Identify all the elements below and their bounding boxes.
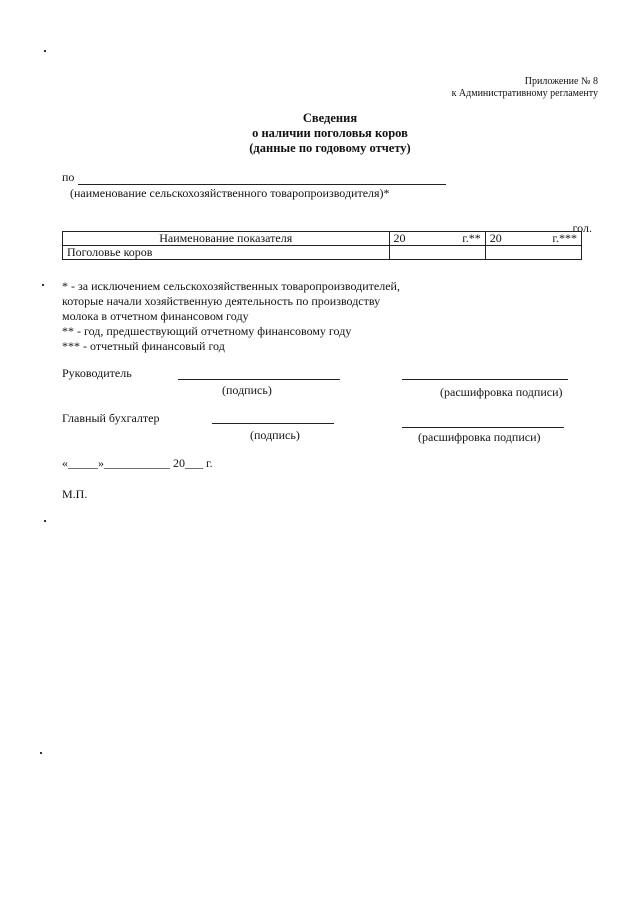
scan-speck [44, 520, 46, 522]
head-signature-caption: (подпись) [222, 383, 272, 397]
doc-subtitle-note: (данные по годовому отчету) [249, 141, 411, 155]
row-value-prev[interactable] [389, 246, 485, 260]
table-unit: гол. [572, 221, 592, 235]
footnote-3: *** - отчетный финансовый год [62, 339, 225, 353]
accountant-decode-caption: (расшифровка подписи) [418, 430, 541, 444]
footnote-1-line-1: * - за исключением сельскохозяйственных товаропроизводителей, [62, 279, 400, 293]
accountant-signature-line[interactable] [212, 423, 334, 424]
header-year-report[interactable] [485, 232, 581, 246]
header-year-prev-suffix: г.** [462, 231, 481, 245]
head-decode-caption: (расшифровка подписи) [440, 385, 563, 399]
table-row [63, 246, 582, 260]
table-header-row [63, 232, 582, 246]
header-year-prev-prefix: 20 [393, 231, 406, 245]
footnote-1-line-3: молока в отчетном финансовом году [62, 309, 249, 323]
head-decode-line[interactable] [402, 379, 568, 380]
scan-speck [42, 284, 44, 286]
doc-subtitle: о наличии поголовья коров [252, 126, 408, 140]
scan-speck [44, 50, 46, 52]
accountant-signature-caption: (подпись) [250, 428, 300, 442]
row-indicator: Поголовье коров [63, 246, 390, 260]
footnote-1-line-2: которые начали хозяйственную деятельность по производству [62, 294, 381, 308]
header-year-prev[interactable] [389, 232, 485, 246]
doc-title: Сведения [302, 111, 358, 125]
date-line[interactable]: «_____»___________ 20___ г. [62, 456, 213, 470]
appendix-number: Приложение № 8 [524, 76, 598, 87]
producer-prefix: по [62, 170, 75, 184]
data-table [62, 231, 582, 260]
producer-name-line[interactable] [78, 184, 446, 185]
appendix-regulation: к Административному регламенту [451, 88, 598, 99]
stamp-place: М.П. [62, 487, 88, 501]
header-year-report-suffix: г.*** [552, 231, 577, 245]
scan-speck [40, 752, 42, 754]
producer-caption: (наименование сельскохозяйственного товаропроизводителя)* [70, 186, 390, 200]
head-label: Руководитель [62, 366, 132, 380]
header-year-report-prefix: 20 [489, 231, 502, 245]
header-indicator: Наименование показателя [63, 232, 390, 246]
head-signature-line[interactable] [178, 379, 340, 380]
footnote-2: ** - год, предшествующий отчетному финансовому году [62, 324, 352, 338]
accountant-label: Главный бухгалтер [62, 411, 160, 425]
row-value-report[interactable] [485, 246, 581, 260]
accountant-decode-line[interactable] [402, 427, 564, 428]
